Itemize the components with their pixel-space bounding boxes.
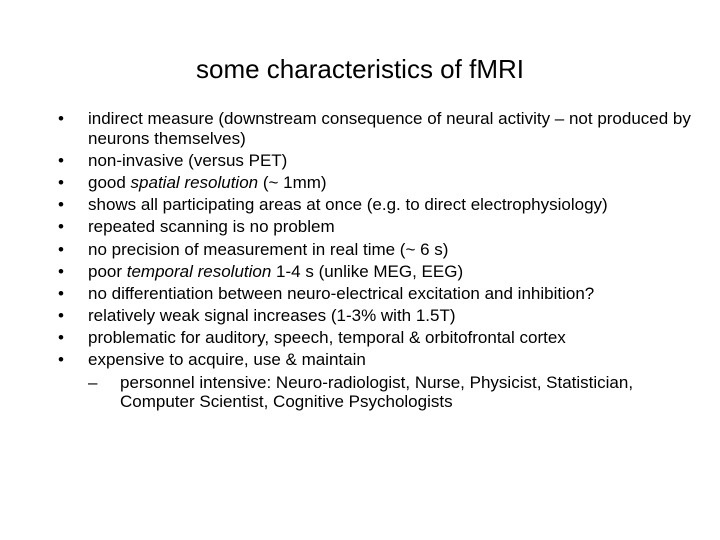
bullet-icon: • — [58, 328, 64, 348]
bullet-item — [58, 151, 698, 171]
bullet-list — [58, 109, 698, 412]
bullet-text: no precision of measurement in real time (~ 6 s) — [88, 239, 449, 259]
bullet-text: problematic for auditory, speech, temporal & orbitofrontal cortex — [88, 328, 566, 348]
bullet-text: no differentiation between neuro-electrical excitation and inhibition? — [88, 283, 595, 303]
sub-bullet-item — [58, 373, 698, 412]
bullet-item — [58, 240, 698, 260]
bullet-icon: • — [58, 150, 64, 170]
bullet-text-post: 1-4 s (unlike MEG, EEG) — [271, 261, 464, 281]
bullet-item — [58, 350, 698, 370]
bullet-text-pre: poor — [88, 261, 127, 281]
bullet-text-pre: good — [88, 172, 131, 192]
bullet-icon: • — [58, 283, 64, 303]
dash-icon: – — [88, 372, 98, 392]
bullet-icon: • — [58, 306, 64, 326]
bullet-item — [58, 195, 698, 215]
bullet-icon: • — [58, 261, 64, 281]
sub-bullet-text: personnel intensive: Neuro-radiologist, Nurse, Physicist, Statistician, Computer Scientist, Cognitive Psychologists — [120, 372, 634, 412]
bullet-item — [58, 262, 698, 282]
bullet-item — [58, 284, 698, 304]
bullet-item — [58, 173, 698, 193]
bullet-item — [58, 328, 698, 348]
bullet-item — [58, 109, 698, 148]
bullet-text-emphasis: spatial resolution — [130, 172, 259, 192]
bullet-text: shows all participating areas at once (e.g. to direct electrophysiology) — [88, 195, 608, 215]
bullet-icon: • — [58, 350, 64, 370]
bullet-icon: • — [58, 109, 64, 128]
bullet-text-emphasis: temporal resolution — [126, 261, 272, 281]
bullet-item — [58, 306, 698, 326]
bullet-text: expensive to acquire, use & maintain — [88, 350, 366, 370]
bullet-text: repeated scanning is no problem — [88, 217, 335, 237]
bullet-icon: • — [58, 239, 64, 259]
bullet-text-post: (~ 1mm) — [258, 172, 327, 192]
bullet-icon: • — [58, 172, 64, 192]
bullet-text: relatively weak signal increases (1-3% with 1.5T) — [88, 306, 456, 326]
bullet-text: non-invasive (versus PET) — [88, 150, 288, 170]
bullet-icon: • — [58, 217, 64, 237]
bullet-item — [58, 217, 698, 237]
bullet-icon: • — [58, 195, 64, 215]
slide-title: some characteristics of fMRI — [196, 54, 524, 84]
bullet-text: indirect measure (downstream consequence of neural activity – not produced by neurons themselves) — [88, 109, 691, 148]
